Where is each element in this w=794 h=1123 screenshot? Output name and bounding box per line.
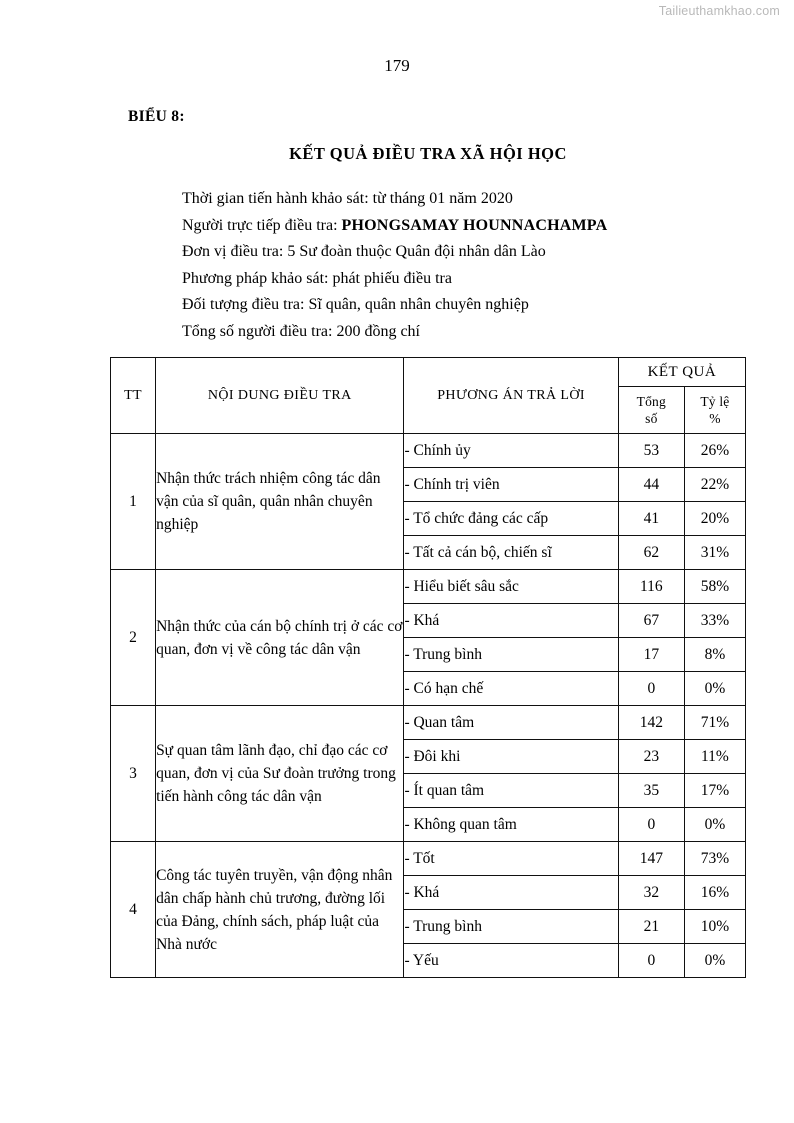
meta-line <box>182 239 746 266</box>
cell-total: 17 <box>618 638 684 672</box>
cell-total: 44 <box>618 468 684 502</box>
cell-total: 32 <box>618 876 684 910</box>
cell-total: 35 <box>618 774 684 808</box>
page-number: 179 <box>384 56 410 75</box>
header-percent <box>684 387 745 434</box>
cell-answer: - Trung bình <box>404 638 618 672</box>
header-content: NỘI DUNG ĐIỀU TRA <box>156 358 404 434</box>
meta-label: Tổng số người điều tra: <box>182 322 337 340</box>
meta-value: 5 Sư đoàn thuộc Quân đội nhân dân Lào <box>287 243 546 260</box>
meta-line <box>182 213 746 240</box>
document-content <box>110 108 746 978</box>
header-total <box>618 387 684 434</box>
cell-answer: - Khá <box>404 876 618 910</box>
meta-label: Đối tượng điều tra: <box>182 296 309 313</box>
cell-answer: - Khá <box>404 604 618 638</box>
cell-tt: 3 <box>111 706 156 842</box>
cell-answer: - Không quan tâm <box>404 808 618 842</box>
cell-percent: 8% <box>684 638 745 672</box>
header-percent-line2: % <box>709 411 721 426</box>
cell-percent: 73% <box>684 842 745 876</box>
header-percent-line1: Tỷ lệ <box>700 394 730 409</box>
cell-question: Nhận thức của cán bộ chính trị ở các cơ quan, đơn vị về công tác dân vận <box>156 570 404 706</box>
cell-percent: 71% <box>684 706 745 740</box>
cell-total: 23 <box>618 740 684 774</box>
table-body <box>111 434 746 978</box>
cell-total: 41 <box>618 502 684 536</box>
cell-answer: - Chính trị viên <box>404 468 618 502</box>
table-row <box>111 570 746 604</box>
cell-percent: 11% <box>684 740 745 774</box>
cell-percent: 0% <box>684 944 745 978</box>
header-tt: TT <box>111 358 156 434</box>
cell-answer: - Trung bình <box>404 910 618 944</box>
cell-percent: 26% <box>684 434 745 468</box>
cell-percent: 0% <box>684 808 745 842</box>
cell-answer: - Tất cả cán bộ, chiến sĩ <box>404 536 618 570</box>
survey-results-table <box>110 357 746 978</box>
meta-line <box>182 266 746 293</box>
page-title: KẾT QUẢ ĐIỀU TRA XÃ HỘI HỌC <box>289 144 567 163</box>
cell-total: 62 <box>618 536 684 570</box>
cell-question: Nhận thức trách nhiệm công tác dân vận của sĩ quân, quân nhân chuyên nghiệp <box>156 434 404 570</box>
table-header <box>111 358 746 434</box>
cell-tt: 2 <box>111 570 156 706</box>
cell-percent: 58% <box>684 570 745 604</box>
meta-label: Phương pháp khảo sát: <box>182 269 333 287</box>
cell-total: 0 <box>618 944 684 978</box>
meta-value: PHONGSAMAY HOUNNACHAMPA <box>341 216 608 234</box>
meta-value: phát phiếu điều tra <box>332 269 452 287</box>
cell-answer: - Đôi khi <box>404 740 618 774</box>
header-answer: PHƯƠNG ÁN TRẢ LỜI <box>404 358 618 434</box>
cell-total: 0 <box>618 808 684 842</box>
cell-percent: 17% <box>684 774 745 808</box>
header-total-line1: Tổng <box>636 394 666 409</box>
cell-percent: 20% <box>684 502 745 536</box>
cell-answer: - Chính ủy <box>404 434 618 468</box>
cell-percent: 22% <box>684 468 745 502</box>
cell-percent: 16% <box>684 876 745 910</box>
cell-answer: - Quan tâm <box>404 706 618 740</box>
meta-label: Đơn vị điều tra: <box>182 243 288 260</box>
cell-tt: 4 <box>111 842 156 978</box>
cell-total: 147 <box>618 842 684 876</box>
cell-question: Công tác tuyên truyền, vận động nhân dân chấp hành chủ trương, đường lối của Đảng, chính sách, pháp luật của Nhà nước <box>156 842 404 978</box>
cell-percent: 31% <box>684 536 745 570</box>
cell-total: 67 <box>618 604 684 638</box>
meta-line <box>182 319 746 346</box>
header-total-line2: số <box>645 411 658 426</box>
survey-metadata <box>182 186 746 345</box>
cell-total: 116 <box>618 570 684 604</box>
meta-line <box>182 292 746 319</box>
meta-value: từ tháng 01 năm 2020 <box>372 190 513 207</box>
meta-label: Thời gian tiến hành khảo sát: <box>182 190 373 207</box>
cell-tt: 1 <box>111 434 156 570</box>
cell-percent: 10% <box>684 910 745 944</box>
cell-answer: - Có hạn chế <box>404 672 618 706</box>
cell-total: 0 <box>618 672 684 706</box>
meta-value: Sĩ quân, quân nhân chuyên nghiệp <box>308 296 529 313</box>
table-row <box>111 706 746 740</box>
cell-answer: - Tổ chức đảng các cấp <box>404 502 618 536</box>
table-row <box>111 842 746 876</box>
header-result: KẾT QUẢ <box>618 358 745 387</box>
chart-label: BIỂU 8: <box>128 108 185 125</box>
table-row <box>111 434 746 468</box>
cell-percent: 0% <box>684 672 745 706</box>
cell-answer: - Hiểu biết sâu sắc <box>404 570 618 604</box>
cell-total: 142 <box>618 706 684 740</box>
meta-label: Người trực tiếp điều tra: <box>182 216 342 234</box>
table-header-row-1 <box>111 358 746 387</box>
cell-answer: - Ít quan tâm <box>404 774 618 808</box>
cell-total: 53 <box>618 434 684 468</box>
watermark-text: Tailieuthamkhao.com <box>658 4 780 18</box>
cell-answer: - Tốt <box>404 842 618 876</box>
cell-question: Sự quan tâm lãnh đạo, chỉ đạo các cơ quan, đơn vị của Sư đoàn trưởng trong tiến hành công tác dân vận <box>156 706 404 842</box>
cell-answer: - Yếu <box>404 944 618 978</box>
meta-line <box>182 186 746 213</box>
meta-value: 200 đồng chí <box>336 322 420 340</box>
cell-percent: 33% <box>684 604 745 638</box>
cell-total: 21 <box>618 910 684 944</box>
